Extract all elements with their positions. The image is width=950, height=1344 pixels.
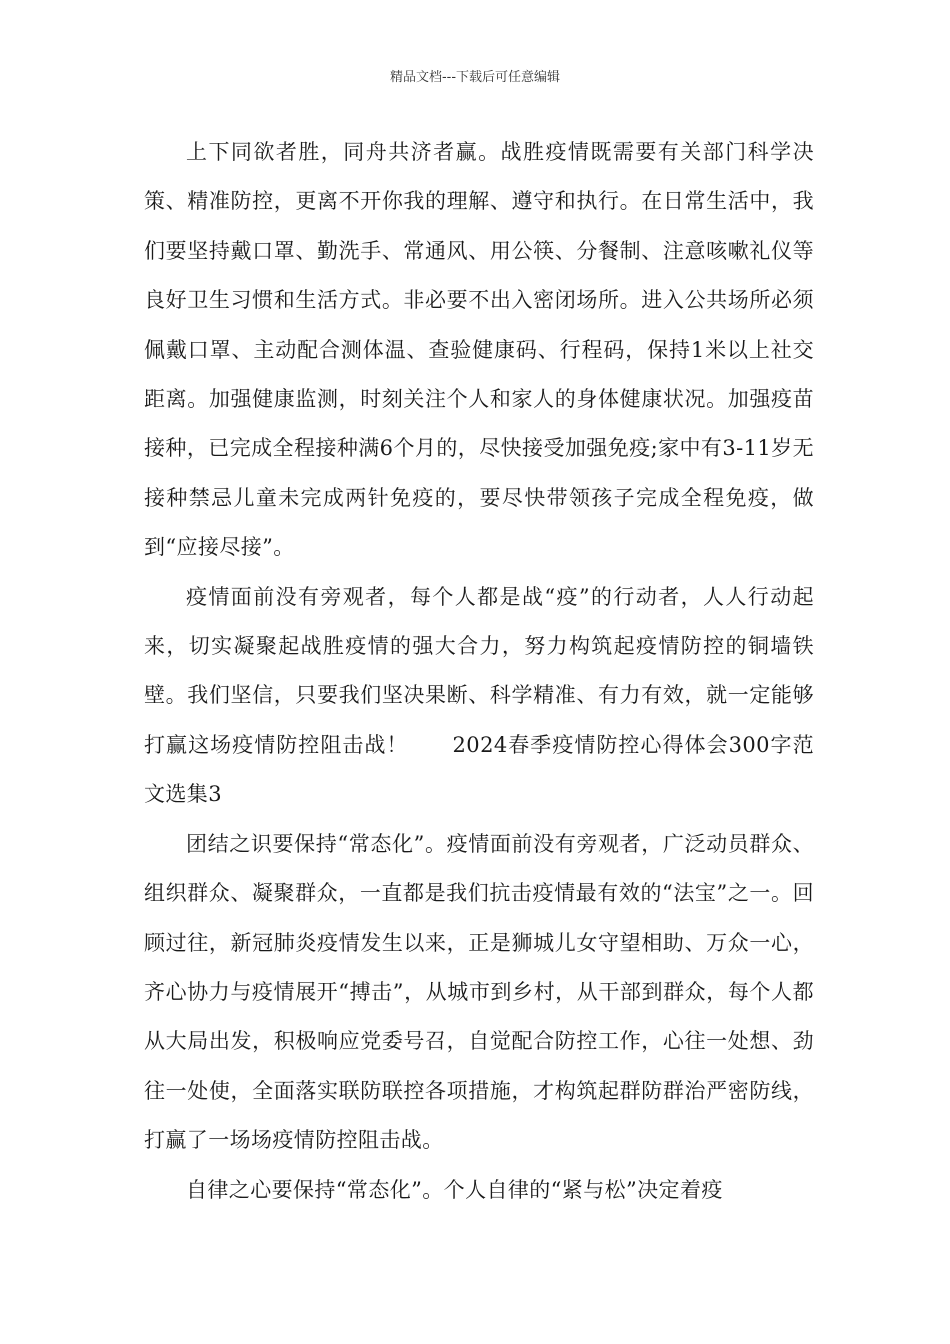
document-body xyxy=(144,128,814,1215)
paragraph-1: 上下同欲者胜，同舟共济者赢。战胜疫情既需要有关部门科学决策、精准防控，更离不开你我的理解、遵守和执行。在日常生活中，我们要坚持戴口罩、勤洗手、常通风、用公筷、分餐制、注意咳嗽礼仪等良好卫生习惯和生活方式。非必要不出入密闭场所。进入公共场所必须佩戴口罩、主动配合测体温、查验健康码、行程码，保持1米以上社交距离。加强健康监测，时刻关注个人和家人的身体健康状况。加强疫苗接种，已完成全程接种满6个月的，尽快接受加强免疫;家中有3-11岁无接种禁忌儿童未完成两针免疫的，要尽快带领孩子完成全程免疫，做到“应接尽接”。 xyxy=(144,140,814,560)
paragraph-3: 团结之识要保持“常态化”。疫情面前没有旁观者，广泛动员群众、组织群众、凝聚群众，一直都是我们抗击疫情最有效的“法宝”之一。回顾过往，新冠肺炎疫情发生以来，正是狮城儿女守望相助、万众一心，齐心协力与疫情展开“搏击”，从城市到乡村，从干部到群众，每个人都从大局出发，积极响应党委号召，自觉配合防控工作，心往一处想、劲往一处使，全面落实联防联控各项措施，才构筑起群防群治严密防线，打赢了一场场疫情防控阻击战。 xyxy=(144,831,814,1153)
page-header: 精品文档---下载后可任意编辑 xyxy=(389,70,561,85)
paragraph-4: 自律之心要保持“常态化”。个人自律的“紧与松”决定着疫 xyxy=(186,1177,723,1202)
paragraph-2: 疫情面前没有旁观者，每个人都是战“疫”的行动者，人人行动起来，切实凝聚起战胜疫情的强大合力，努力构筑起疫情防控的铜墙铁壁。我们坚信，只要我们坚决果断、科学精准、有力有效，就一定能够打赢这场疫情防控阻击战！ 2024春季疫情防控心得体会300字范文选集3 xyxy=(144,584,814,807)
